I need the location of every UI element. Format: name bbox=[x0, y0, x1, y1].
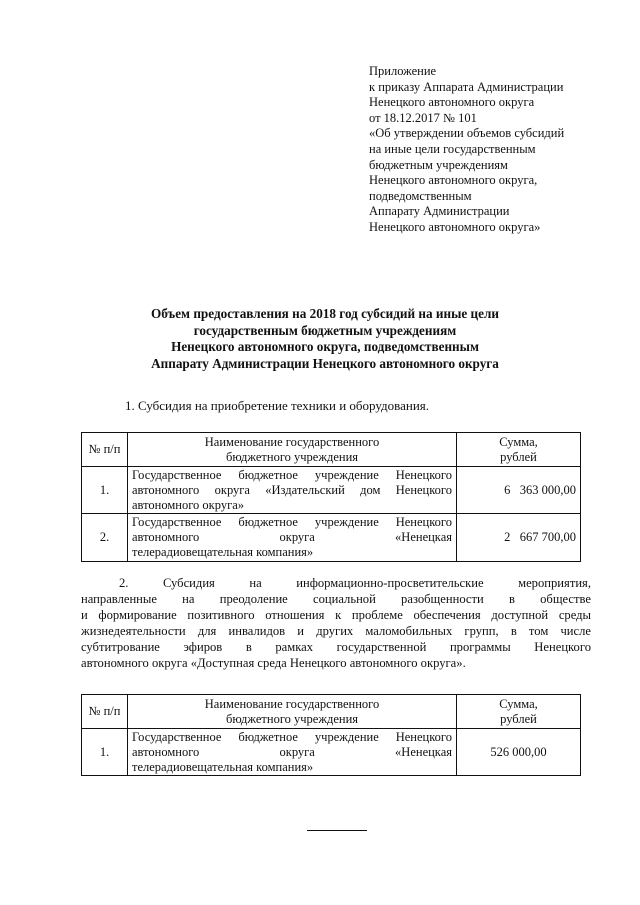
row-sum: 6 363 000,00 bbox=[457, 467, 581, 514]
row-num: 1. bbox=[82, 467, 128, 514]
header-sum-line: Сумма, bbox=[499, 434, 538, 449]
row-name-line: Государственное бюджетное учреждение Ненецкого bbox=[132, 468, 452, 482]
appendix-line: Аппарату Администрации bbox=[369, 204, 510, 219]
title-line: Аппарату Администрации Ненецкого автономного округа bbox=[151, 355, 499, 371]
header-name bbox=[128, 695, 457, 729]
table-row bbox=[82, 729, 581, 776]
header-num: № п/п bbox=[82, 433, 128, 467]
header-name bbox=[128, 433, 457, 467]
header-num: № п/п bbox=[82, 695, 128, 729]
appendix-line: подведомственным bbox=[369, 188, 472, 203]
closing-rule bbox=[307, 830, 367, 831]
section-2-paragraph bbox=[81, 575, 591, 672]
row-name-line: телерадиовещательная компания» bbox=[132, 544, 314, 559]
paragraph-line: субтитрование эфиров в рамках государственной программы Ненецкого bbox=[81, 640, 591, 655]
appendix-line: «Об утверждении объемов субсидий bbox=[369, 126, 565, 141]
row-name-line: Государственное бюджетное учреждение Ненецкого bbox=[132, 730, 452, 744]
header-sum bbox=[457, 433, 581, 467]
row-name-line: телерадиовещательная компания» bbox=[132, 759, 314, 774]
table-header-row bbox=[82, 695, 581, 729]
paragraph-line: жизнедеятельности для инвалидов и других маломобильных групп, в том числе bbox=[81, 624, 591, 639]
row-name-line: автономного округа «Ненецкая bbox=[132, 744, 452, 759]
header-sum bbox=[457, 695, 581, 729]
header-name-line: Наименование государственного bbox=[204, 696, 380, 711]
appendix-line: на иные цели государственным bbox=[369, 141, 536, 156]
title-line: Ненецкого автономного округа, подведомственным bbox=[171, 339, 479, 354]
header-sum-line: Сумма, bbox=[499, 696, 538, 711]
row-name bbox=[128, 467, 457, 514]
title-line: Объем предоставления на 2018 год субсидий на иные цели bbox=[150, 306, 500, 321]
header-sum-line: рублей bbox=[500, 449, 537, 464]
appendix-line: Ненецкого автономного округа» bbox=[369, 219, 541, 234]
appendix-line: от 18.12.2017 № 101 bbox=[369, 110, 477, 125]
table-row bbox=[82, 467, 581, 514]
document-title bbox=[80, 306, 570, 372]
header-sum-line: рублей bbox=[500, 711, 537, 726]
row-name-line: Государственное бюджетное учреждение Ненецкого bbox=[132, 515, 452, 530]
appendix-line: Ненецкого автономного округа, bbox=[369, 173, 538, 188]
section-1-table bbox=[81, 432, 581, 562]
row-sum: 2 667 700,00 bbox=[457, 514, 581, 561]
row-name bbox=[128, 729, 457, 776]
appendix-line: бюджетным учреждениям bbox=[369, 157, 508, 172]
row-name-line: автономного округа «Издательский дом Ненецкого bbox=[132, 482, 452, 497]
paragraph-line: 2. Субсидия на информационно-просветительские мероприятия, bbox=[119, 576, 591, 590]
header-name-line: бюджетного учреждения bbox=[225, 711, 359, 726]
title-line: государственным бюджетным учреждениям bbox=[193, 322, 457, 338]
paragraph-line: направленные на преодоление социальной разобщенности в обществе bbox=[81, 592, 591, 607]
row-num: 1. bbox=[82, 729, 128, 776]
paragraph-line: автономного округа «Доступная среда Ненецкого автономного округа». bbox=[81, 656, 466, 671]
row-name-line: автономного округа «Ненецкая bbox=[132, 530, 452, 545]
section-2-table bbox=[81, 694, 581, 776]
row-sum: 526 000,00 bbox=[457, 729, 581, 776]
header-name-line: Наименование государственного bbox=[204, 434, 380, 449]
paragraph-line: и формирование позитивного отношения к проблеме обеспечения доступной среды bbox=[81, 608, 591, 623]
appendix-line: Ненецкого автономного округа bbox=[369, 95, 535, 110]
table-row bbox=[82, 514, 581, 561]
section-1-heading: 1. Субсидия на приобретение техники и оборудования. bbox=[125, 398, 430, 413]
row-num: 2. bbox=[82, 514, 128, 561]
row-name-line: автономного округа» bbox=[132, 497, 245, 512]
appendix-line: к приказу Аппарата Администрации bbox=[369, 79, 564, 94]
row-name bbox=[128, 514, 457, 561]
header-name-line: бюджетного учреждения bbox=[225, 449, 359, 464]
appendix-block bbox=[369, 64, 624, 236]
table-header-row bbox=[82, 433, 581, 467]
appendix-line: Приложение bbox=[369, 64, 437, 78]
